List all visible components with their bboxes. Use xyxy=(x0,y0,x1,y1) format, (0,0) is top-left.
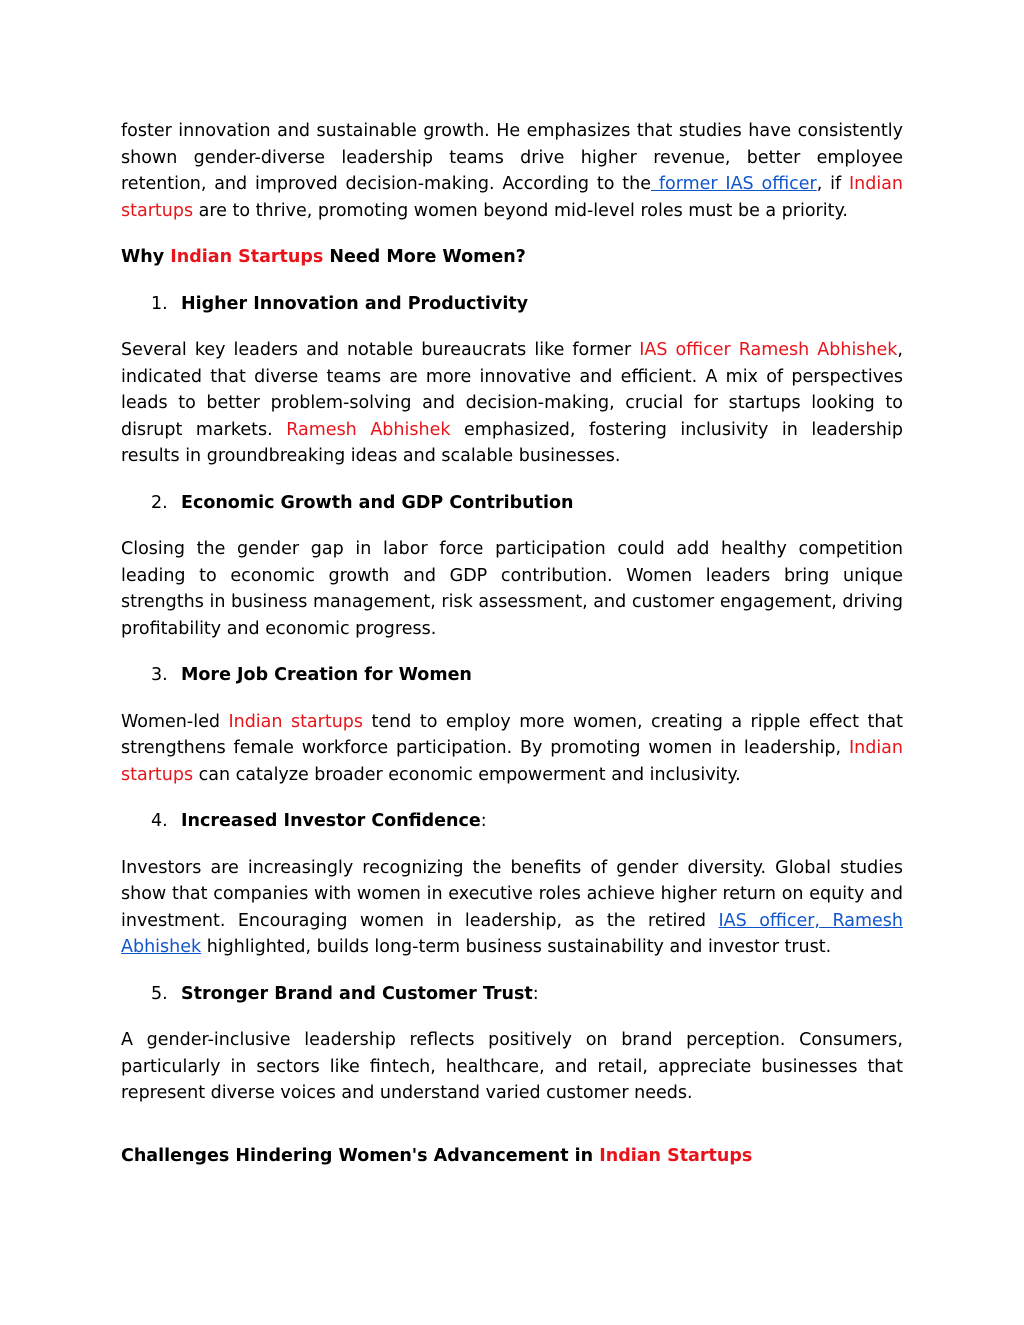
paragraph-investor-confidence xyxy=(121,855,903,961)
paragraph-job-creation xyxy=(121,709,903,789)
paragraph-brand-trust xyxy=(121,1027,903,1107)
intro-paragraph xyxy=(121,118,903,224)
list-title: Higher Innovation and Productivity xyxy=(181,293,529,314)
why-heading-post: Need More Women? xyxy=(323,247,526,267)
p5-text-1: A gender-inclusive leadership reflects positively on brand perception. Consumers, particularly in sectors like fintech, healthcare, and retail, appreciate businesses that represent diverse voices and understand varied customer needs. xyxy=(121,1030,903,1103)
list-number: 2. xyxy=(151,492,168,513)
intro-red-text: Indian startups xyxy=(121,174,903,221)
intro-text-2: , if xyxy=(816,174,849,194)
p3-red-2: Indian startups xyxy=(121,738,903,785)
list-item-5 xyxy=(121,981,903,1008)
why-heading-pre: Why xyxy=(121,247,171,267)
list-number: 4. xyxy=(151,811,168,831)
list-title: Increased Investor Confidence: xyxy=(181,811,487,831)
p1-red-1: IAS officer Ramesh Abhishek xyxy=(639,340,898,360)
paragraph-economic-growth xyxy=(121,536,903,642)
p3-red-1: Indian startups xyxy=(228,711,364,732)
p4-text-2: highlighted, builds long-term business sustainability and investor trust. xyxy=(201,937,832,957)
former-ias-officer-link[interactable]: former IAS officer xyxy=(651,174,817,194)
paragraph-innovation xyxy=(121,337,903,470)
challenges-heading xyxy=(121,1143,903,1170)
p1-text-2: , indicated that diverse teams are more innovative and efficient. A mix of perspectives leads to better problem-solving and decision-making, crucial for startups looking to disrupt markets. xyxy=(121,340,903,440)
p3-text-3: can catalyze broader economic empowerment and inclusivity. xyxy=(193,764,741,785)
p3-text-2: tend to employ more women, creating a ripple effect that strengthens female workforce participation. By promoting women in leadership, xyxy=(121,711,903,758)
list-item-1 xyxy=(121,291,903,318)
ias-officer-ramesh-abhishek-link[interactable]: IAS officer, Ramesh Abhishek xyxy=(121,910,903,957)
p1-text-1: Several key leaders and notable bureaucrats like former xyxy=(121,340,640,360)
list-title: Stronger Brand and Customer Trust: xyxy=(181,983,539,1004)
why-heading xyxy=(121,244,903,271)
list-number: 5. xyxy=(151,983,168,1004)
challenges-heading-pre: Challenges Hindering Women's Advancement in xyxy=(121,1145,600,1166)
p3-text-1: Women-led xyxy=(121,711,229,732)
list-number: 3. xyxy=(151,665,168,685)
p1-text-3: emphasized, fostering inclusivity in leadership results in groundbreaking ideas and scalable businesses. xyxy=(121,419,903,466)
intro-text-3: are to thrive, promoting women beyond mid-level roles must be a priority. xyxy=(193,200,848,221)
list-title: Economic Growth and GDP Contribution xyxy=(181,492,574,513)
list-item-2 xyxy=(121,490,903,517)
list-item-3 xyxy=(121,662,903,689)
challenges-heading-red: Indian Startups xyxy=(599,1145,753,1166)
p2-text-1: Closing the gender gap in labor force participation could add healthy competition leading to economic growth and GDP contribution. Women leaders bring unique strengths in business management, risk assessment, and customer engagement, driving profitability and economic progress. xyxy=(121,539,903,639)
why-heading-red: Indian Startups xyxy=(170,247,324,267)
list-title: More Job Creation for Women xyxy=(181,665,472,685)
p1-red-2: Ramesh Abhishek xyxy=(286,419,451,440)
intro-text-1: foster innovation and sustainable growth. He emphasizes that studies have consistently shown gender-diverse leadership teams drive higher revenue, better employee retention, and improved decision-making. According to the xyxy=(121,121,903,194)
p4-text-1: Investors are increasingly recognizing the benefits of gender diversity. Global studies show that companies with women in executive roles achieve higher return on equity and investment. Encouraging women in leadership, as the retired xyxy=(121,857,903,931)
list-item-4 xyxy=(121,808,903,835)
document-page xyxy=(121,118,903,1169)
list-number: 1. xyxy=(151,293,168,314)
